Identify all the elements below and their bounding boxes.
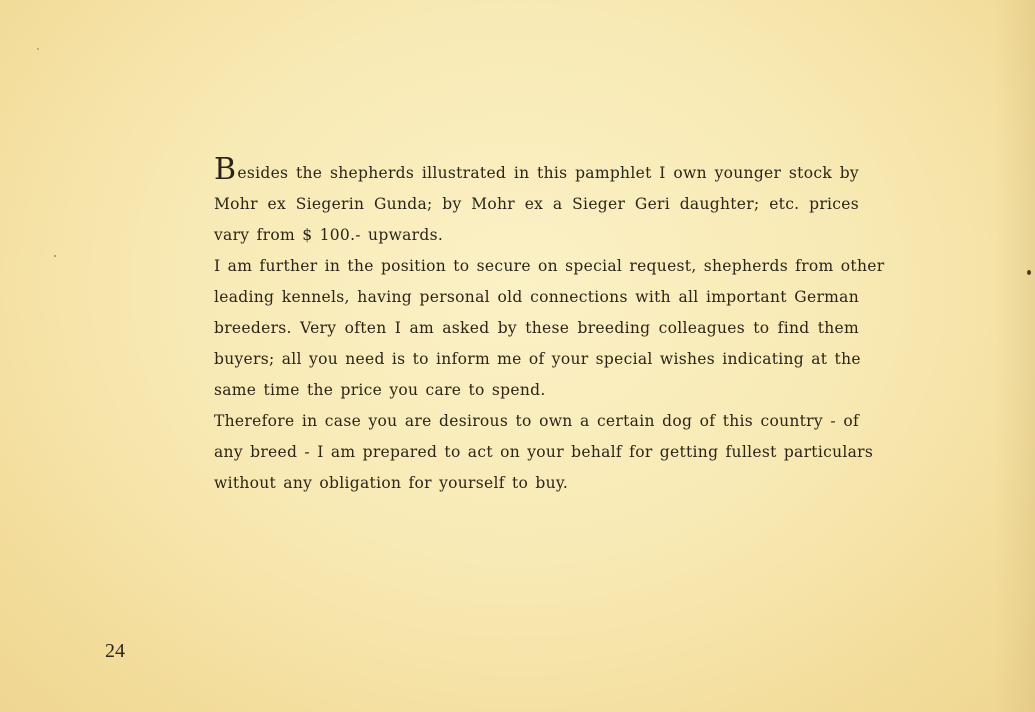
body-text [214,152,885,499]
text-line: vary from $ 100.- upwards. [214,226,444,244]
text-line: any breed - I am prepared to act on your behalf for getting fullest particulars [214,443,874,461]
text-line: Therefore in case you are desirous to own a certain dog of this country - of [214,412,859,430]
text-line-content: esides the shepherds illustrated in this pamphlet I own younger stock by [237,164,859,182]
drop-cap: B [214,152,237,187]
text-line: buyers; all you need is to inform me of your special wishes indicating at the [214,350,861,368]
page-edge-shadow [995,0,1035,712]
text-line [214,152,859,189]
paper-speck [37,48,39,50]
paper-speck [1027,270,1031,275]
page-number: 24 [105,640,125,662]
text-line: I am further in the position to secure on special request, shepherds from other [214,257,885,275]
text-line: Mohr ex Siegerin Gunda; by Mohr ex a Sieger Geri daughter; etc. prices [214,195,859,213]
text-line: breeders. Very often I am asked by these breeding colleagues to find them [214,319,859,337]
text-line: leading kennels, having personal old connections with all important German [214,288,859,306]
text-line: without any obligation for yourself to buy. [214,474,569,492]
text-line: same time the price you care to spend. [214,381,546,399]
paper-speck [54,255,56,257]
